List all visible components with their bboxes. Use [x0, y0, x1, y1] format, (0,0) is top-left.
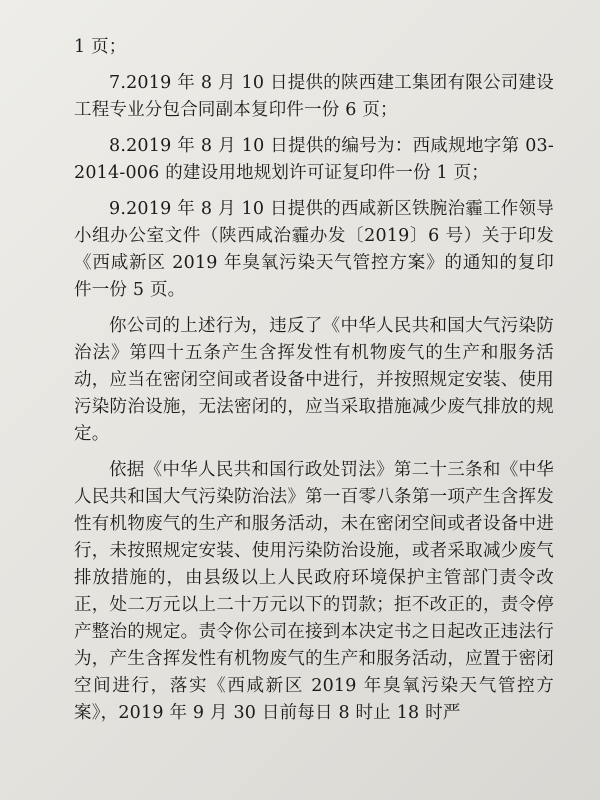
- paragraph-legal-basis: 依据《中华人民共和国行政处罚法》第二十三条和《中华人民共和国大气污染防治法》第一百零八条第一项产生含挥发性有机物废气的生产和服务活动，未在密闭空间或者设备中进行，未按照规定安装、使用污染防治设施，或者采取减少废气排放措施的，由县级以上人民政府环境保护主管部门责令改正，处二万元以上二十万元以下的罚款；拒不改正的，责令停产整治的规定。责令你公司在接到本决定书之日起改正违法行为，产生含挥发性有机物废气的生产和服务活动，应置于密闭空间进行，落实《西咸新区 2019 年臭氧污染天气管控方案》，2019 年 9 月 30 日前每日 8 时止 18 时严: [74, 460, 554, 723]
- paragraph-violation: 你公司的上述行为，违反了《中华人民共和国大气污染防治法》第四十五条产生含挥发性有机物废气的生产和服务活动，应当在密闭空间或者设备中进行，并按照规定安装、使用污染防治设施，无法密闭的，应当采取措施减少废气排放的规定。: [74, 316, 554, 444]
- document-body: [74, 34, 554, 727]
- paragraph-item-8: 8.2019 年 8 月 10 日提供的编号为：西咸规地字第 03-2014-006 的建设用地规划许可证复印件一份 1 页；: [74, 136, 554, 183]
- paragraph-item-7: 7.2019 年 8 月 10 日提供的陕西建工集团有限公司建设工程专业分包合同副本复印件一份 6 页；: [74, 73, 554, 120]
- paragraph-item-9: 9.2019 年 8 月 10 日提供的西咸新区铁腕治霾工作领导小组办公室文件（陕西咸治霾办发〔2019〕6 号）关于印发《西咸新区 2019 年臭氧污染天气管控方案》的通知的复印件一份 5 页。: [74, 199, 554, 300]
- paragraph-continuation: 1 页；: [74, 37, 127, 57]
